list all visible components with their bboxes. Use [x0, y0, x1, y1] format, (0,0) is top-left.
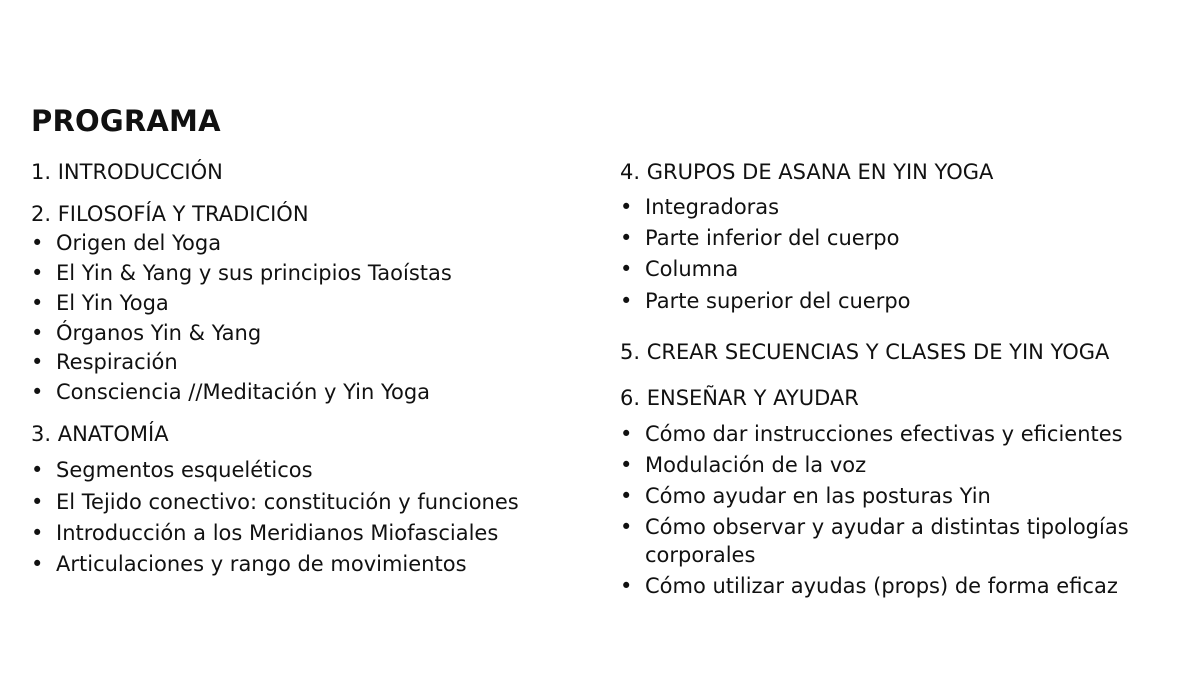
list-item-label: Cómo dar instrucciones efectivas y eficientes	[645, 422, 1123, 446]
bullet-icon: •	[31, 521, 44, 545]
section-heading-introduccion: 1. INTRODUCCIÓN	[31, 160, 223, 184]
section-heading-ensenar: 6. ENSEÑAR Y AYUDAR	[620, 386, 859, 410]
list-item-label: Articulaciones y rango de movimientos	[56, 552, 467, 576]
bullet-icon: •	[31, 350, 44, 374]
list-item-label: Cómo ayudar en las posturas Yin	[645, 484, 991, 508]
list-item-label: Integradoras	[645, 195, 780, 219]
bullet-icon: •	[31, 380, 44, 404]
list-item-label: El Yin Yoga	[56, 291, 169, 315]
list-item-label: Modulación de la voz	[645, 453, 867, 477]
bullet-icon: •	[620, 289, 633, 313]
bullet-icon: •	[31, 458, 44, 482]
list-item-label: Origen del Yoga	[56, 231, 222, 255]
list-item-label: Columna	[645, 257, 739, 281]
list-item-label: El Tejido conectivo: constitución y funciones	[56, 490, 519, 514]
list-item-label: Órganos Yin & Yang	[56, 321, 262, 345]
bullet-icon: •	[620, 226, 633, 250]
bullet-icon: •	[31, 261, 44, 285]
list-item-label: Introducción a los Meridianos Miofasciales	[56, 521, 499, 545]
page-title: PROGRAMA	[31, 104, 221, 138]
list-item-label: El Yin & Yang y sus principios Taoístas	[56, 261, 452, 285]
list-item-label: Segmentos esqueléticos	[56, 458, 313, 482]
bullet-icon: •	[620, 453, 633, 477]
list-item-label: Respiración	[56, 350, 178, 374]
section-heading-crear-secuencias: 5. CREAR SECUENCIAS Y CLASES DE YIN YOGA	[620, 340, 1110, 364]
bullet-icon: •	[31, 291, 44, 315]
section-heading-anatomia: 3. ANATOMÍA	[31, 422, 169, 446]
bullet-icon: •	[620, 574, 633, 598]
bullet-icon: •	[31, 490, 44, 514]
list-item-label: Parte superior del cuerpo	[645, 289, 911, 313]
list-item-label: Consciencia //Meditación y Yin Yoga	[56, 380, 431, 404]
bullet-icon: •	[620, 422, 633, 446]
bullet-icon: •	[31, 231, 44, 255]
list-item-label: Cómo observar y ayudar a distintas tipologías corporales	[645, 515, 1129, 567]
list-item-label: Cómo utilizar ayudas (props) de forma eficaz	[645, 574, 1118, 598]
list-item-label: Parte inferior del cuerpo	[645, 226, 900, 250]
bullet-icon: •	[620, 257, 633, 281]
bullet-icon: •	[31, 552, 44, 576]
bullet-icon: •	[620, 515, 633, 539]
bullet-icon: •	[620, 484, 633, 508]
bullet-icon: •	[31, 321, 44, 345]
bullet-icon: •	[620, 195, 633, 219]
section-heading-filosofia: 2. FILOSOFÍA Y TRADICIÓN	[31, 202, 309, 226]
section-heading-grupos-asana: 4. GRUPOS DE ASANA EN YIN YOGA	[620, 160, 994, 184]
